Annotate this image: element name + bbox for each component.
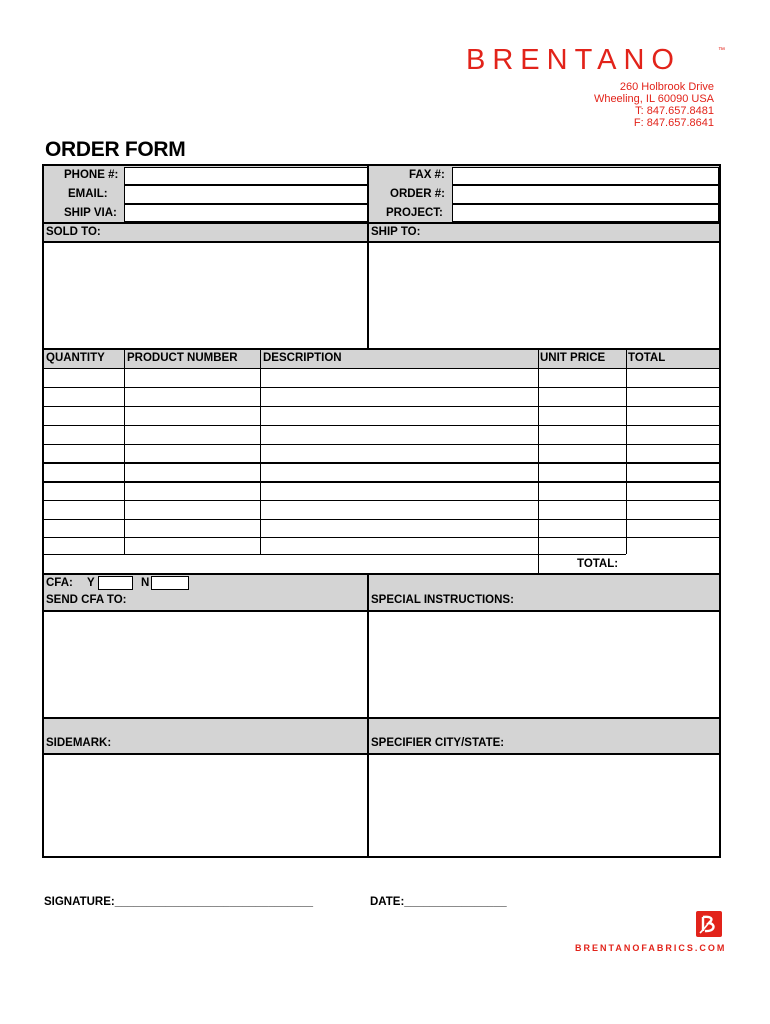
table-row <box>44 425 719 426</box>
special-instructions-area[interactable] <box>369 612 719 717</box>
project-label: PROJECT: <box>386 207 443 219</box>
col-total: TOTAL <box>628 352 666 364</box>
column-divider <box>124 349 125 554</box>
ship-via-field[interactable] <box>124 204 368 222</box>
grand-total-label: TOTAL: <box>577 558 619 570</box>
email-field[interactable] <box>124 185 368 204</box>
col-description: DESCRIPTION <box>263 352 342 364</box>
address-phone: T: 847.657.8481 <box>635 105 714 117</box>
date-line[interactable]: DATE:________________ <box>370 896 507 908</box>
table-row <box>44 387 719 388</box>
order-label: ORDER #: <box>390 188 445 200</box>
special-instructions-label: SPECIAL INSTRUCTIONS: <box>371 594 514 606</box>
col-quantity: QUANTITY <box>46 352 105 364</box>
divider <box>44 222 719 224</box>
items-table-body[interactable] <box>44 368 719 554</box>
column-divider <box>538 349 539 575</box>
brentano-b-logo-icon <box>696 911 722 937</box>
divider <box>44 717 719 719</box>
column-divider <box>626 349 627 575</box>
sidemark-label: SIDEMARK: <box>46 737 112 749</box>
brand-logo-text: BRENTANO <box>466 44 681 76</box>
ship-via-label: SHIP VIA: <box>64 207 117 219</box>
phone-field[interactable] <box>124 167 368 185</box>
signature-line[interactable]: SIGNATURE:_______________________________ <box>44 896 313 908</box>
table-row <box>44 406 719 407</box>
divider <box>367 574 369 856</box>
fax-field[interactable] <box>452 167 719 185</box>
email-label: EMAIL: <box>68 188 108 200</box>
table-row <box>44 500 719 501</box>
cfa-yes-label: Y <box>87 577 95 589</box>
phone-label: PHONE #: <box>64 169 119 181</box>
address-city: Wheeling, IL 60090 USA <box>593 93 714 105</box>
table-row <box>44 481 719 483</box>
trademark-mark: ™ <box>718 47 725 54</box>
ship-to-label: SHIP TO: <box>371 226 421 238</box>
fax-label: FAX #: <box>409 169 445 181</box>
col-product-number: PRODUCT NUMBER <box>127 352 238 364</box>
address-street: 260 Holbrook Drive <box>619 81 714 93</box>
table-row <box>44 462 719 464</box>
order-number-field[interactable] <box>452 185 719 204</box>
sold-to-label: SOLD TO: <box>46 226 101 238</box>
divider <box>367 166 369 349</box>
send-cfa-area[interactable] <box>44 612 367 717</box>
cfa-no-label: N <box>141 577 150 589</box>
website-link[interactable]: BRENTANOFABRICS.COM <box>575 943 727 953</box>
cfa-yes-box[interactable] <box>98 576 133 590</box>
send-cfa-label: SEND CFA TO: <box>46 594 127 606</box>
cfa-label: CFA: <box>46 577 73 589</box>
table-row <box>44 444 719 445</box>
cfa-no-box[interactable] <box>151 576 189 590</box>
table-row <box>44 537 719 538</box>
table-row <box>44 368 719 369</box>
specifier-area[interactable] <box>369 755 719 856</box>
sold-to-area[interactable] <box>44 243 367 348</box>
order-form <box>42 164 721 858</box>
col-unit-price: UNIT PRICE <box>540 352 606 364</box>
page-title: ORDER FORM <box>45 138 186 161</box>
table-row <box>44 519 719 520</box>
project-field[interactable] <box>452 204 719 222</box>
grand-total-field[interactable] <box>626 554 719 574</box>
sidemark-area[interactable] <box>44 755 367 856</box>
column-divider <box>260 349 261 554</box>
address-fax: F: 847.657.8641 <box>633 117 714 129</box>
specifier-label: SPECIFIER CITY/STATE: <box>371 737 505 749</box>
company-address <box>594 81 714 129</box>
ship-to-area[interactable] <box>369 243 719 348</box>
